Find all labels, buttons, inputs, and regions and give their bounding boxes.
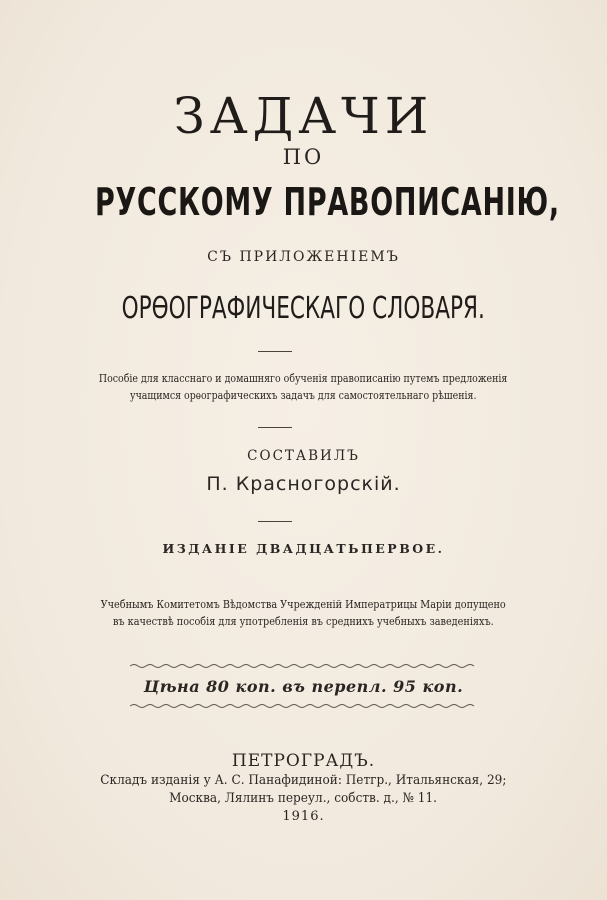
title-preposition: ПО bbox=[282, 145, 325, 169]
book-subject-text: РУССКОМУ ПРАВОПИСАНІЮ, bbox=[94, 180, 560, 224]
description-line-2 bbox=[0, 387, 607, 403]
approval-text-2: въ качествѣ пособія для употребленія въ среднихъ учебныхъ заведеніяхъ. bbox=[113, 615, 494, 628]
approval-line-2 bbox=[0, 614, 607, 629]
publication-year: 1916. bbox=[282, 809, 325, 824]
description-text-1: Пособіе для класснаго и домашняго обученія правописанію путемъ предложенія bbox=[99, 371, 508, 385]
divider bbox=[258, 427, 292, 428]
edition-statement: ИЗДАНІЕ ДВАДЦАТЬПЕРВОЕ. bbox=[162, 541, 445, 556]
description-text-2: учащимся орѳографическихъ задачъ для самостоятельнаго рѣшенія. bbox=[130, 388, 477, 402]
author-name: П. Красногорскій. bbox=[206, 473, 401, 495]
approval-text-1: Учебнымъ Комитетомъ Вѣдомства Учрежденій Императрицы Маріи допущено bbox=[100, 598, 507, 611]
ornament-wave-bottom bbox=[130, 703, 476, 709]
ornament-wave-top bbox=[130, 663, 476, 669]
book-title: ЗАДАЧИ bbox=[173, 87, 434, 145]
publisher-text-1: Складъ изданія у А. С. Панафидиной: Петгр., Итальянская, 29; bbox=[100, 773, 507, 788]
dictionary-title-text: ОРѲОГРАФИЧЕСКАГО СЛОВАРЯ. bbox=[121, 291, 486, 326]
approval-line-1 bbox=[0, 597, 607, 612]
publisher-line-1 bbox=[0, 772, 607, 790]
price-line: Цѣна 80 коп. въ перепл. 95 коп. bbox=[143, 677, 464, 696]
divider bbox=[258, 521, 292, 522]
divider bbox=[258, 351, 292, 352]
description-line-1 bbox=[0, 370, 607, 386]
publisher-line-2 bbox=[0, 790, 607, 808]
appendix-note: СЪ ПРИЛОЖЕНІЕМЪ bbox=[207, 249, 400, 265]
publisher-text-2: Москва, Лялинъ переул., собств. д., № 11. bbox=[169, 791, 438, 806]
publication-city: ПЕТРОГРАДЪ. bbox=[231, 751, 376, 771]
compiled-by-label: СОСТАВИЛЪ bbox=[247, 448, 360, 464]
book-subject bbox=[0, 178, 607, 226]
dictionary-title bbox=[0, 289, 607, 329]
